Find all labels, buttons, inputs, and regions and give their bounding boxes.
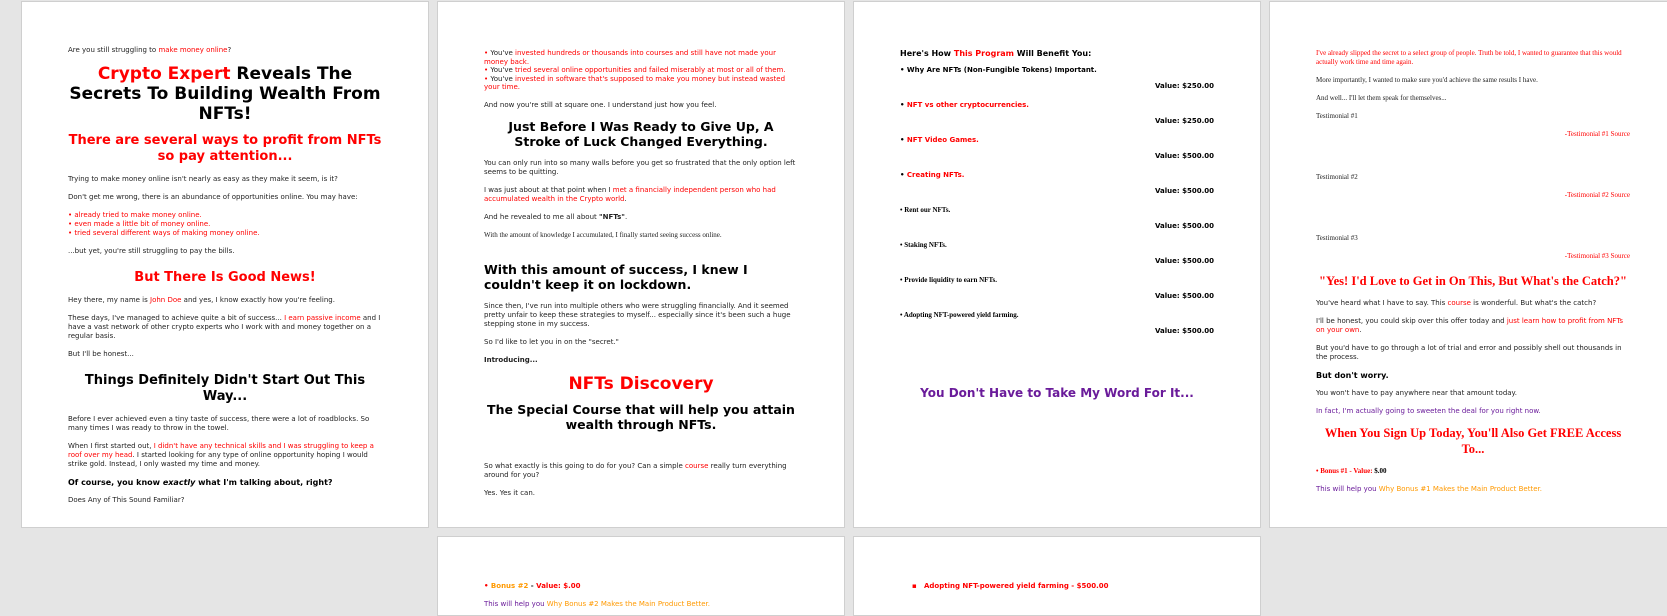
- testimonial-label: Testimonial #3: [1316, 234, 1358, 242]
- document-page-2: [437, 1, 845, 528]
- bonus-item: • Bonus #2 - Value: $.00: [484, 582, 581, 590]
- benefit-value: Value: $250.00: [1154, 82, 1214, 90]
- testimonial: [1316, 112, 1630, 261]
- benefits-list: [900, 66, 1214, 336]
- document-page-3: [853, 1, 1261, 528]
- benefit-item: • NFT Video Games.: [900, 136, 979, 144]
- paragraph: But I'll be honest...: [68, 350, 134, 358]
- testimonial-source: -Testimonial #1 Source: [1564, 130, 1630, 138]
- paragraph: When I first started out, I didn't have any technical skills and I was struggling to keep a roof over my head. I started looking for any type of online opportunity hoping I would strike gold. Instead, I only wasted my time and money.: [68, 442, 374, 468]
- paragraph: In fact, I'm actually going to sweeten the deal for you right now.: [1316, 407, 1541, 415]
- benefit-item: • Creating NFTs.: [900, 171, 965, 179]
- paragraph: Introducing...: [484, 355, 538, 364]
- benefit-value: Value: $250.00: [1154, 117, 1214, 125]
- paragraph: Since then, I've run into multiple others who were struggling financially. And it seemed pretty unfair to keep these strategies to myself... especially since it's been such a huge stepping stone in my success.: [484, 301, 791, 328]
- list-item: • even made a little bit of money online.: [68, 220, 382, 229]
- paragraph: And well... I'll let them speak for themselves...: [1316, 94, 1447, 102]
- paragraph: Of course, you know exactly what I'm talking about, right?: [68, 478, 333, 487]
- paragraph: Before I ever achieved even a tiny taste of success, there were a lot of roadblocks. So many times I was ready to throw in the towel.: [68, 415, 370, 432]
- list-item: ▪ Adopting NFT-powered yield farming - $500.00: [912, 582, 1109, 590]
- testimonial-label: Testimonial #1: [1316, 112, 1358, 120]
- paragraph: ...but yet, you're still struggling to pay the bills.: [68, 247, 235, 255]
- paragraph: And he revealed to me all about "NFTs".: [484, 212, 628, 221]
- benefit-item: • Rent our NFTs.: [900, 206, 951, 214]
- section-heading: Just Before I Was Ready to Give Up, A Stroke of Luck Changed Everything.: [508, 118, 774, 149]
- course-title: The Special Course that will help you attain wealth through NFTs.: [487, 401, 795, 432]
- testimonial-label: Testimonial #2: [1316, 173, 1358, 181]
- list-item: • You've invested hundreds or thousands into courses and still have not made your money back.: [484, 49, 798, 66]
- list-item: • You've tried several online opportunities and failed miserably at most or all of them.: [484, 66, 798, 75]
- paragraph: But you'd have to go through a lot of trial and error and possibly shell out thousands in the process.: [1316, 344, 1622, 361]
- benefit-item: • NFT vs other cryptocurrencies.: [900, 101, 1029, 109]
- paragraph: These days, I've managed to achieve quite a bit of success... I earn passive income and I have a vast network of other crypto experts who I work with and money together on a regular basis.: [68, 314, 381, 340]
- page-title: Crypto Expert Reveals The Secrets To Building Wealth From NFTs!: [69, 64, 381, 124]
- paragraph: With the amount of knowledge I accumulated, I finally started seeing success online.: [484, 230, 722, 239]
- testimonial-intro-heading: You Don't Have to Take My Word For It...: [920, 386, 1194, 400]
- benefit-item: • Adopting NFT-powered yield farming.: [900, 311, 1019, 319]
- subheadline: There are several ways to profit from NFTs so pay attention...: [68, 133, 382, 164]
- bullet-list: [68, 211, 382, 238]
- paragraph: Yes. Yes it can.: [484, 488, 535, 497]
- paragraph: I was just about at that point when I met a financially independent person who had accumulated wealth in the Crypto world.: [484, 185, 776, 203]
- paragraph: You've heard what I have to say. This course is wonderful. But what's the catch?: [1316, 299, 1597, 307]
- benefit-item: • Staking NFTs.: [900, 241, 947, 249]
- document-page-1: [21, 1, 429, 528]
- paragraph: Don't get me wrong, there is an abundance of opportunities online. You may have:: [68, 193, 358, 201]
- good-news-heading: But There Is Good News!: [134, 270, 316, 285]
- section-heading: With this amount of success, I knew I couldn't keep it on lockdown.: [484, 261, 748, 292]
- benefit-item: • Why Are NFTs (Non-Fungible Tokens) Important.: [900, 66, 1097, 74]
- bonus-item: • Bonus #1 - Value: $.00: [1316, 467, 1387, 475]
- document-page-6: [853, 536, 1261, 616]
- benefit-value: Value: $500.00: [1154, 222, 1214, 230]
- benefit-value: Value: $500.00: [1154, 187, 1214, 195]
- benefit-value: Value: $500.00: [1154, 292, 1214, 300]
- section-heading: Things Definitely Didn't Start Out This Way...: [84, 373, 366, 404]
- paragraph: More importantly, I wanted to make sure you'd achieve the same results I have.: [1316, 76, 1538, 84]
- testimonial-source: -Testimonial #2 Source: [1564, 191, 1630, 199]
- paragraph: And now you're still at square one. I understand just how you feel.: [484, 100, 717, 109]
- bullet-list: [484, 49, 798, 92]
- paragraph: You can only run into so many walls before you get so frustrated that the only option left seems to be quitting.: [484, 158, 796, 176]
- benefit-item: • Provide liquidity to earn NFTs.: [900, 276, 997, 284]
- paragraph: This will help you Why Bonus #1 Makes the Main Product Better.: [1316, 485, 1542, 493]
- paragraph: This will help you Why Bonus #2 Makes the Main Product Better.: [484, 600, 710, 608]
- intro-line: Are you still struggling to make money online?: [68, 46, 232, 54]
- paragraph: So what exactly is this going to do for you? Can a simple course really turn everything around for you?: [484, 461, 787, 479]
- paragraph: So I'd like to let you in on the "secret.": [484, 337, 619, 346]
- list-item: • already tried to make money online.: [68, 211, 382, 220]
- document-page-4: [1269, 1, 1667, 528]
- product-name: NFTs Discovery: [568, 373, 714, 394]
- paragraph: Does Any of This Sound Familiar?: [68, 496, 185, 504]
- testimonial-source: -Testimonial #3 Source: [1564, 252, 1630, 260]
- paragraph: I've already slipped the secret to a select group of people. Truth be told, I wanted to guarantee that this would actually work time and time again.: [1316, 49, 1622, 66]
- bonus-heading: When You Sign Up Today, You'll Also Get FREE Access To...: [1324, 426, 1622, 456]
- benefit-value: Value: $500.00: [1154, 257, 1214, 265]
- paragraph: You won't have to pay anywhere near that amount today.: [1316, 389, 1517, 397]
- benefits-heading: Here's How This Program Will Benefit You:: [900, 49, 1092, 58]
- benefit-value: Value: $500.00: [1154, 327, 1214, 335]
- catch-heading: "Yes! I'd Love to Get in On This, But What's the Catch?": [1319, 274, 1627, 288]
- paragraph: Hey there, my name is John Doe and yes, I know exactly how you're feeling.: [68, 296, 335, 304]
- paragraph: Trying to make money online isn't nearly as easy as they make it seem, is it?: [68, 175, 338, 183]
- paragraph: But don't worry.: [1316, 371, 1389, 380]
- benefit-value: Value: $500.00: [1154, 152, 1214, 160]
- list-item: • You've invested in software that's supposed to make you money but instead wasted your time.: [484, 75, 798, 92]
- paragraph: I'll be honest, you could skip over this offer today and just learn how to profit from NFTs on your own.: [1316, 317, 1623, 334]
- document-page-5: [437, 536, 845, 616]
- list-item: • tried several different ways of making money online.: [68, 229, 382, 238]
